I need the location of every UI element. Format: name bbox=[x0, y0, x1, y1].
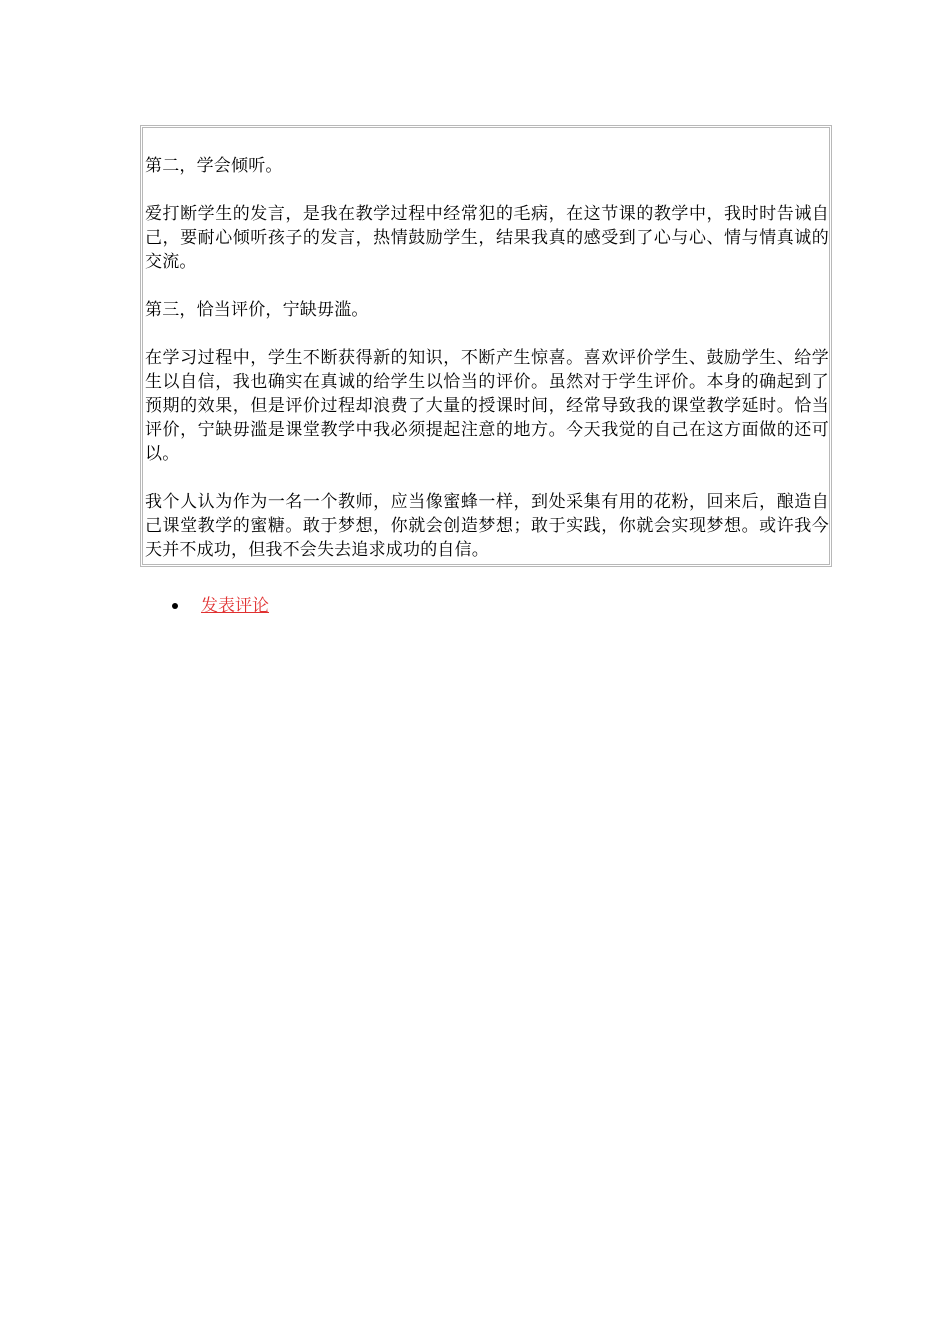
action-links-list bbox=[172, 594, 269, 618]
paragraph-heading-evaluation: 第三，恰当评价，宁缺毋滥。 bbox=[145, 300, 369, 320]
list-item bbox=[172, 594, 269, 618]
paragraph-heading-listening: 第二，学会倾听。 bbox=[145, 156, 283, 176]
article-box bbox=[140, 125, 832, 567]
paragraph-conclusion: 我个人认为作为一名一个教师，应当像蜜蜂一样，到处采集有用的花粉，回来后，酿造自己课堂教学的蜜糖。敢于梦想，你就会创造梦想；敢于实践，你就会实现梦想。或许我今天并不成功，但我不会失去追求成功的自信。 bbox=[145, 492, 829, 560]
paragraph-evaluation-body: 在学习过程中，学生不断获得新的知识，不断产生惊喜。喜欢评价学生、鼓励学生、给学生以自信，我也确实在真诚的给学生以恰当的评价。虽然对于学生评价。本身的确起到了预期的效果，但是评价过程却浪费了大量的授课时间，经常导致我的课堂教学延时。恰当评价，宁缺毋滥是课堂教学中我必须提起注意的地方。今天我觉的自己在这方面做的还可以。 bbox=[145, 348, 829, 464]
bullet-icon bbox=[172, 603, 178, 609]
article-content bbox=[145, 154, 829, 562]
paragraph-listening-body: 爱打断学生的发言，是我在教学过程中经常犯的毛病，在这节课的教学中，我时时告诫自己，要耐心倾听孩子的发言，热情鼓励学生，结果我真的感受到了心与心、情与情真诚的交流。 bbox=[145, 204, 829, 272]
post-comment-link[interactable]: 发表评论 bbox=[201, 596, 269, 616]
